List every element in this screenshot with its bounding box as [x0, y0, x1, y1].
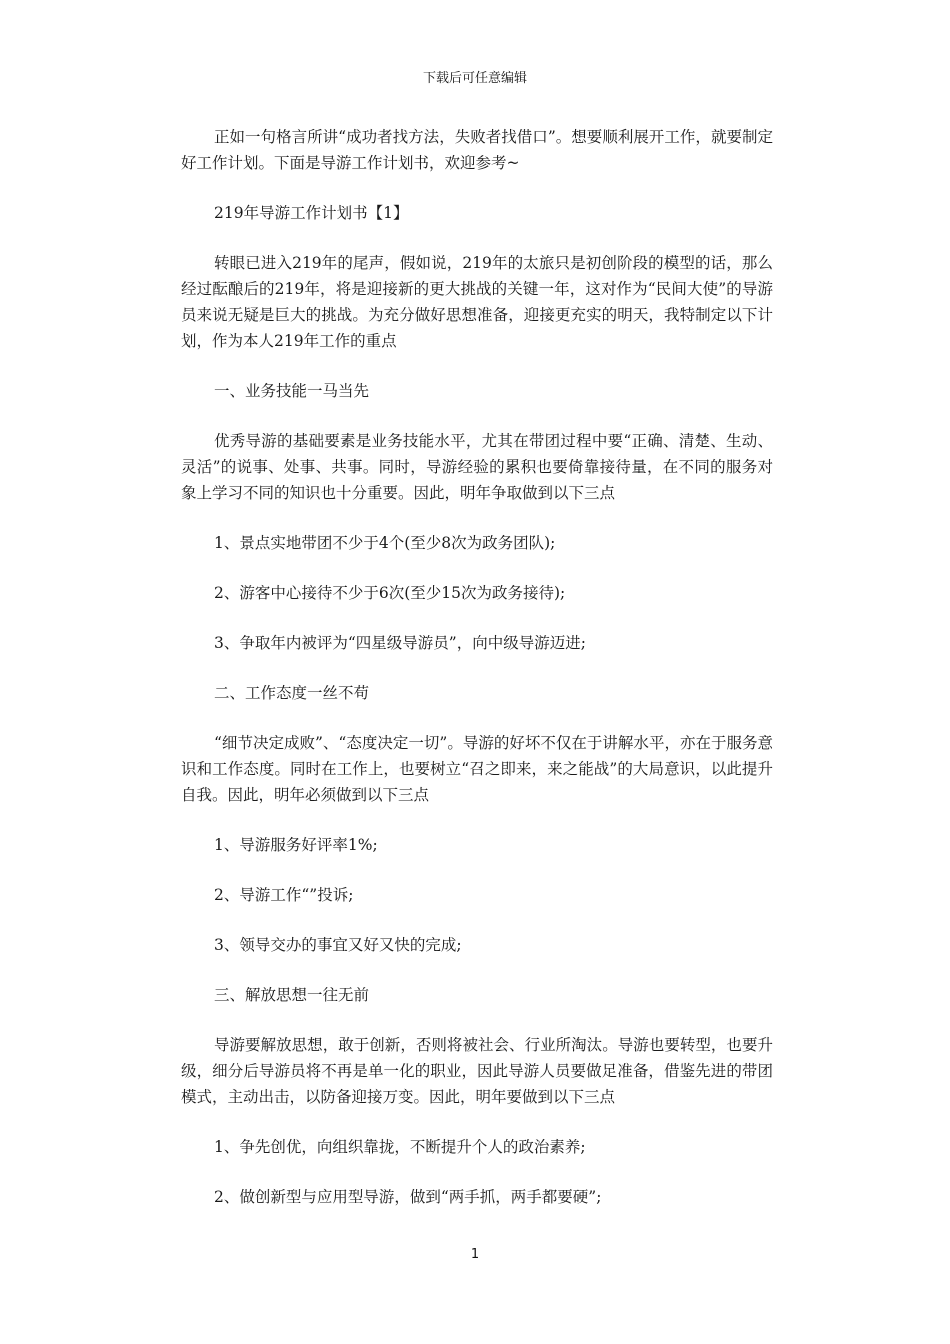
section-heading: 二、工作态度一丝不苟	[214, 684, 370, 702]
list-item: 1、景点实地带团不少于4个(至少8次为政务团队);	[214, 534, 556, 552]
list-item: 1、争先创优，向组织靠拢，不断提升个人的政治素养;	[214, 1138, 586, 1156]
list-item: 3、领导交办的事宜又好又快的完成;	[214, 936, 462, 954]
document-body	[181, 124, 773, 1234]
list-item: 3、争取年内被评为“四星级导游员”，向中级导游迈进;	[214, 634, 586, 652]
body-paragraph: 转眼已进入219年的尾声，假如说，219年的太旅只是初创阶段的模型的话，那么经过酝酿后的219年，将是迎接新的更大挑战的关键一年，这对作为“民间大使”的导游员来说无疑是巨大的挑战。为充分做好思想准备，迎接更充实的明天，我特制定以下计划，作为本人219年工作的重点	[181, 254, 773, 350]
intro-paragraph: 正如一句格言所讲“成功者找方法，失败者找借口”。想要顺利展开工作，就要制定好工作计划。下面是导游工作计划书，欢迎参考~	[181, 128, 773, 172]
section-heading: 一、业务技能一马当先	[214, 382, 370, 400]
document-title: 219年导游工作计划书【1】	[214, 204, 409, 222]
page-number: 1	[470, 1247, 480, 1262]
list-item: 1、导游服务好评率1%;	[214, 836, 378, 854]
body-paragraph: 优秀导游的基础要素是业务技能水平，尤其在带团过程中要“正确、清楚、生动、灵活”的说事、处事、共事。同时，导游经验的累积也要倚靠接待量，在不同的服务对象上学习不同的知识也十分重要。因此，明年争取做到以下三点	[181, 432, 773, 502]
list-item: 2、做创新型与应用型导游，做到“两手抓，两手都要硬”;	[214, 1188, 602, 1206]
body-paragraph: “细节决定成败”、“态度决定一切”。导游的好坏不仅在于讲解水平，亦在于服务意识和工作态度。同时在工作上，也要树立“召之即来，来之能战”的大局意识，以此提升自我。因此，明年必须做到以下三点	[181, 734, 773, 804]
section-heading: 三、解放思想一往无前	[214, 986, 370, 1004]
list-item: 2、导游工作“”投诉;	[214, 886, 354, 904]
body-paragraph: 导游要解放思想，敢于创新，否则将被社会、行业所淘汰。导游也要转型，也要升级，细分后导游员将不再是单一化的职业，因此导游人员要做足准备，借鉴先进的带团模式，主动出击，以防备迎接万变。因此，明年要做到以下三点	[181, 1036, 773, 1106]
page-header: 下载后可任意编辑	[422, 71, 527, 86]
list-item: 2、游客中心接待不少于6次(至少15次为政务接待);	[214, 584, 566, 602]
